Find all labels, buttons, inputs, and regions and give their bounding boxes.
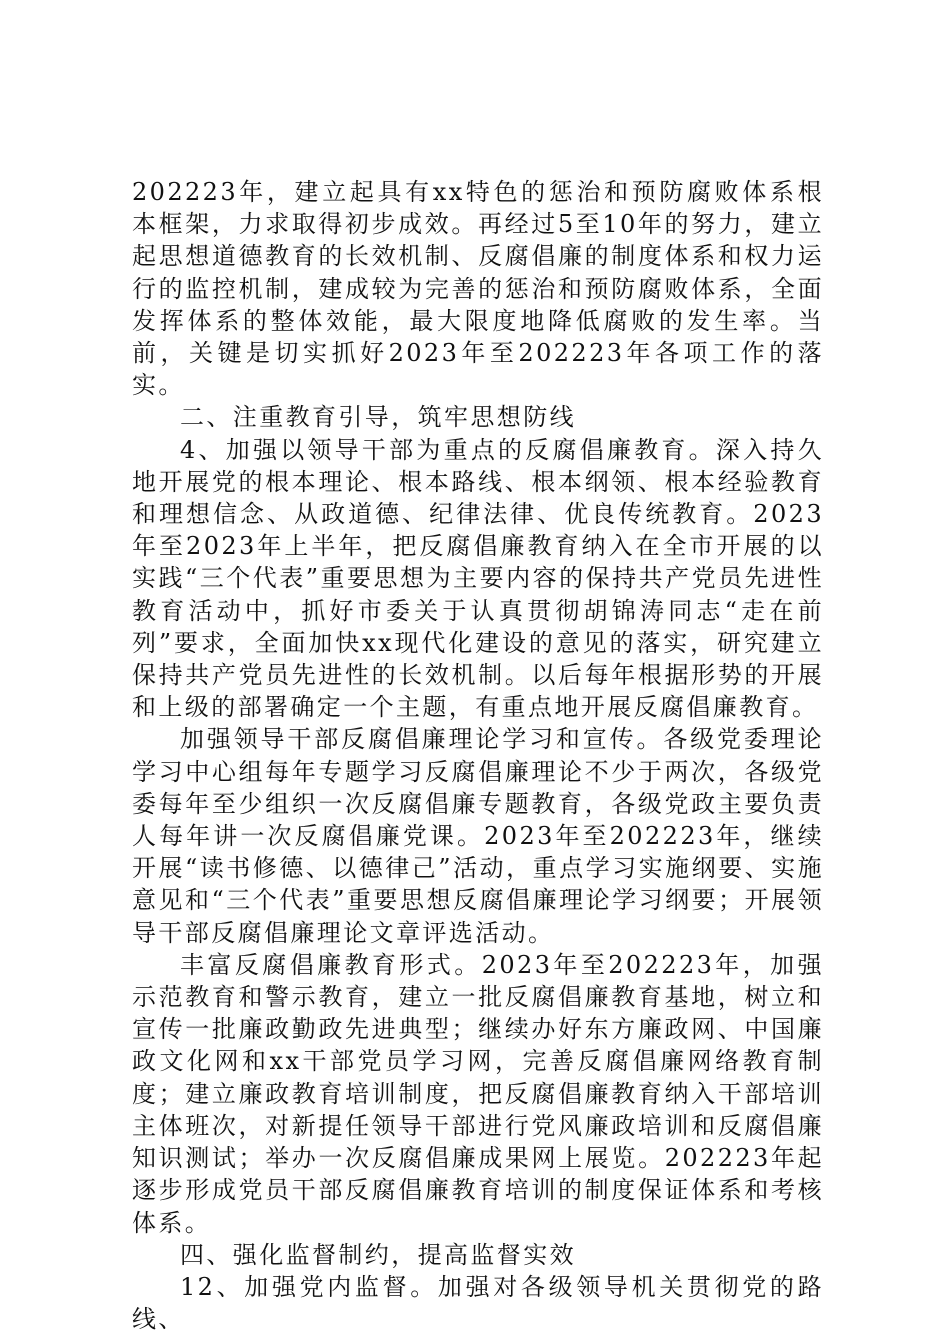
paragraph-intro: 202223年，建立起具有xx特色的惩治和预防腐败体系根本框架，力求取得初步成效。再经过5至10年的努力，建立起思想道德教育的长效机制、反腐倡廉的制度体系和权力运行的监控机制，建成较为完善的惩治和预防腐败体系，全面发挥体系的整体效能，最大限度地降低腐败的发生率。当前，关键是切实抓好2023年至202223年各项工作的落实。 xyxy=(132,178,824,400)
section-heading-supervision: 四、强化监督制约，提高监督实效 xyxy=(180,1240,576,1269)
paragraph-item-4: 4、加强以领导干部为重点的反腐倡廉教育。深入持久地开展党的根本理论、根本路线、根本纲领、根本经验教育和理想信念、从政道德、纪律法律、优良传统教育。2023年至2023年上半年，把反腐倡廉教育纳入在全市开展的以实践“三个代表”重要思想为主要内容的保持共产党员先进性教育活动中，抓好市委关于认真贯彻胡锦涛同志“走在前列”要求，全面加快xx现代化建设的意见的落实，研究建立保持共产党员先进性的长效机制。以后每年根据形势的开展和上级的部署确定一个主题，有重点地开展反腐倡廉教育。 xyxy=(132,435,824,722)
paragraph-item-12: 12、加强党内监督。加强对各级领导机关贯彻党的路线、 xyxy=(132,1272,824,1334)
paragraph-theory-study: 加强领导干部反腐倡廉理论学习和宣传。各级党委理论学习中心组每年专题学习反腐倡廉理论不少于两次，各级党委每年至少组织一次反腐倡廉专题教育，各级党政主要负责人每年讲一次反腐倡廉党课。2023年至202223年，继续开展“读书修德、以德律己”活动，重点学习实施纲要、实施意见和“三个代表”重要思想反腐倡廉理论学习纲要；开展领导干部反腐倡廉理论文章评选活动。 xyxy=(132,725,824,947)
paragraph-education-forms: 丰富反腐倡廉教育形式。2023年至202223年，加强示范教育和警示教育，建立一批反腐倡廉教育基地，树立和宣传一批廉政勤政先进典型；继续办好东方廉政网、中国廉政文化网和xx干部党员学习网，完善反腐倡廉网络教育制度；建立廉政教育培训制度，把反腐倡廉教育纳入干部培训主体班次，对新提任领导干部进行党风廉政培训和反腐倡廉知识测试；举办一次反腐倡廉成果网上展览。202223年起逐步形成党员干部反腐倡廉教育培训的制度保证体系和考核体系。 xyxy=(132,950,824,1237)
document-page xyxy=(132,176,824,1335)
section-heading-education: 二、注重教育引导，筑牢思想防线 xyxy=(180,403,576,432)
